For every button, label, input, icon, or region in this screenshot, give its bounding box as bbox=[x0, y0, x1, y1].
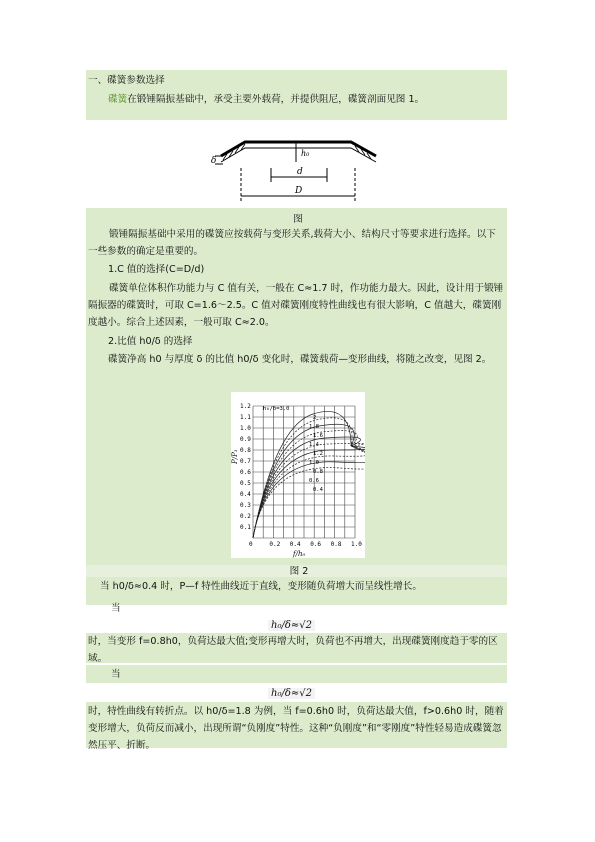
curve-label: 0.4 bbox=[313, 487, 323, 493]
formula-1: h₀/δ≈√2 bbox=[268, 620, 315, 631]
y-tick-label: 0.5 bbox=[240, 480, 251, 487]
intro-highlight[interactable]: 碟簧 bbox=[108, 94, 128, 105]
curve-label: 1.6 bbox=[313, 433, 323, 439]
x-tick-label: 0.6 bbox=[310, 541, 322, 548]
paragraph-3: 碟簧单位体积作功能力与 C 值有关，一般在 C≈1.7 时，作功能力最大。因此，设计用于锻锤隔振器的碟簧时，可取 C=1.6～2.5。C 值对碟簧刚度特性曲线也有很大影响，C 值越大，碟簧刚度越小。综合上述因素，一般可取 C≈2.0。 bbox=[88, 283, 504, 328]
paragraph-4: 碟簧净高 h0 与厚度 δ 的比值 h0/δ 变化时，碟簧载荷—变形曲线，将随之改变，见图 2。 bbox=[108, 354, 492, 365]
figure-1 bbox=[211, 130, 385, 206]
y-tick-label: 0.8 bbox=[240, 447, 251, 454]
y-axis-label: P/P₁ bbox=[231, 449, 239, 464]
curve-label: 1.2 bbox=[313, 451, 323, 457]
figure-2-caption: 图 2 bbox=[289, 566, 309, 577]
subheading-c-value: 1.C 值的选择(C=D/d) bbox=[108, 264, 205, 275]
y-tick-label: 0.1 bbox=[240, 524, 251, 531]
x-axis-label: f/h₀ bbox=[293, 550, 306, 558]
curve-label: 1.0 bbox=[309, 460, 319, 466]
x-tick-label: 1.0 bbox=[351, 541, 362, 548]
curve-label: 2 bbox=[313, 415, 317, 421]
section-title: 一、碟簧参数选择 bbox=[88, 75, 165, 86]
figure-1-caption: 图 bbox=[293, 214, 303, 225]
x-tick-label: 0.4 bbox=[289, 541, 301, 548]
y-tick-label: 0.2 bbox=[240, 513, 251, 520]
x-tick-label: 0.2 bbox=[269, 541, 281, 548]
paragraph-6: 时，当变形 f=0.8h0，负荷达最大值;变形再增大时，负荷也不再增大，出现碟簧刚度趋于零的区域。 bbox=[88, 636, 498, 664]
y-tick-label: 0.3 bbox=[240, 502, 251, 509]
curve-label: 0.6 bbox=[309, 478, 319, 484]
load-deflection-chart bbox=[231, 392, 365, 558]
load-curve bbox=[253, 424, 354, 538]
y-tick-label: 0.4 bbox=[240, 491, 251, 498]
y-tick-label: 1.1 bbox=[240, 414, 251, 421]
subheading-ratio: 2.比值 h0/δ 的选择 bbox=[108, 336, 193, 347]
when-label-2: 当 bbox=[111, 669, 121, 680]
belleville-spring-section-diagram bbox=[211, 130, 385, 206]
paragraph-5: 当 h0/δ≈0.4 时，P—f 特性曲线近于直线，变形随负荷增大而呈线性增长。 bbox=[100, 581, 422, 592]
intro-paragraph bbox=[108, 91, 525, 108]
y-tick-label: 0.7 bbox=[240, 458, 251, 465]
intro-text: 在锻锤隔振基础中，承受主要外载荷，并提供阻尼，碟簧剖面见图 1。 bbox=[127, 94, 425, 105]
x-tick-label: 0 bbox=[249, 541, 253, 548]
when-label-1: 当 bbox=[111, 603, 121, 614]
load-curve bbox=[253, 443, 364, 538]
y-tick-label: 0.6 bbox=[240, 469, 251, 476]
x-tick-label: 0.8 bbox=[330, 541, 342, 548]
figure-2 bbox=[231, 392, 365, 558]
curve-label: 1.4 bbox=[309, 442, 319, 448]
formula-2: h₀/δ≈√2 bbox=[268, 688, 315, 699]
y-tick-label: 1.0 bbox=[240, 425, 251, 432]
load-curve bbox=[253, 418, 352, 538]
curve-label: 0.8 bbox=[313, 469, 323, 475]
paragraph-7: 时，特性曲线有转折点。以 h0/δ=1.8 为例，当 f=0.6h0 时，负荷达最大值，f>0.6h0 时，随着变形增大，负荷反而减小，出现所谓“负刚度”特性。这种“负刚度”和“零刚度”特性轻易造成碟簧忽然压平、折断。 bbox=[88, 706, 504, 751]
d-label: d bbox=[297, 167, 303, 177]
delta-label: δ bbox=[211, 156, 217, 166]
y-tick-label: 1.2 bbox=[240, 403, 251, 410]
curve-label: 1.8 bbox=[309, 424, 319, 430]
h0-label: h₀ bbox=[301, 149, 310, 158]
load-curve bbox=[253, 437, 361, 538]
paragraph-2: 锻锤隔振基础中采用的碟簧应按载荷与变形关系,载荷大小、结构尺寸等要求进行选择。以下一些参数的确定是重要的。 bbox=[88, 229, 496, 257]
curve-label: h₀/δ=3.0 bbox=[263, 406, 290, 412]
y-tick-label: 0.9 bbox=[240, 436, 251, 443]
D-label: D bbox=[295, 186, 303, 196]
